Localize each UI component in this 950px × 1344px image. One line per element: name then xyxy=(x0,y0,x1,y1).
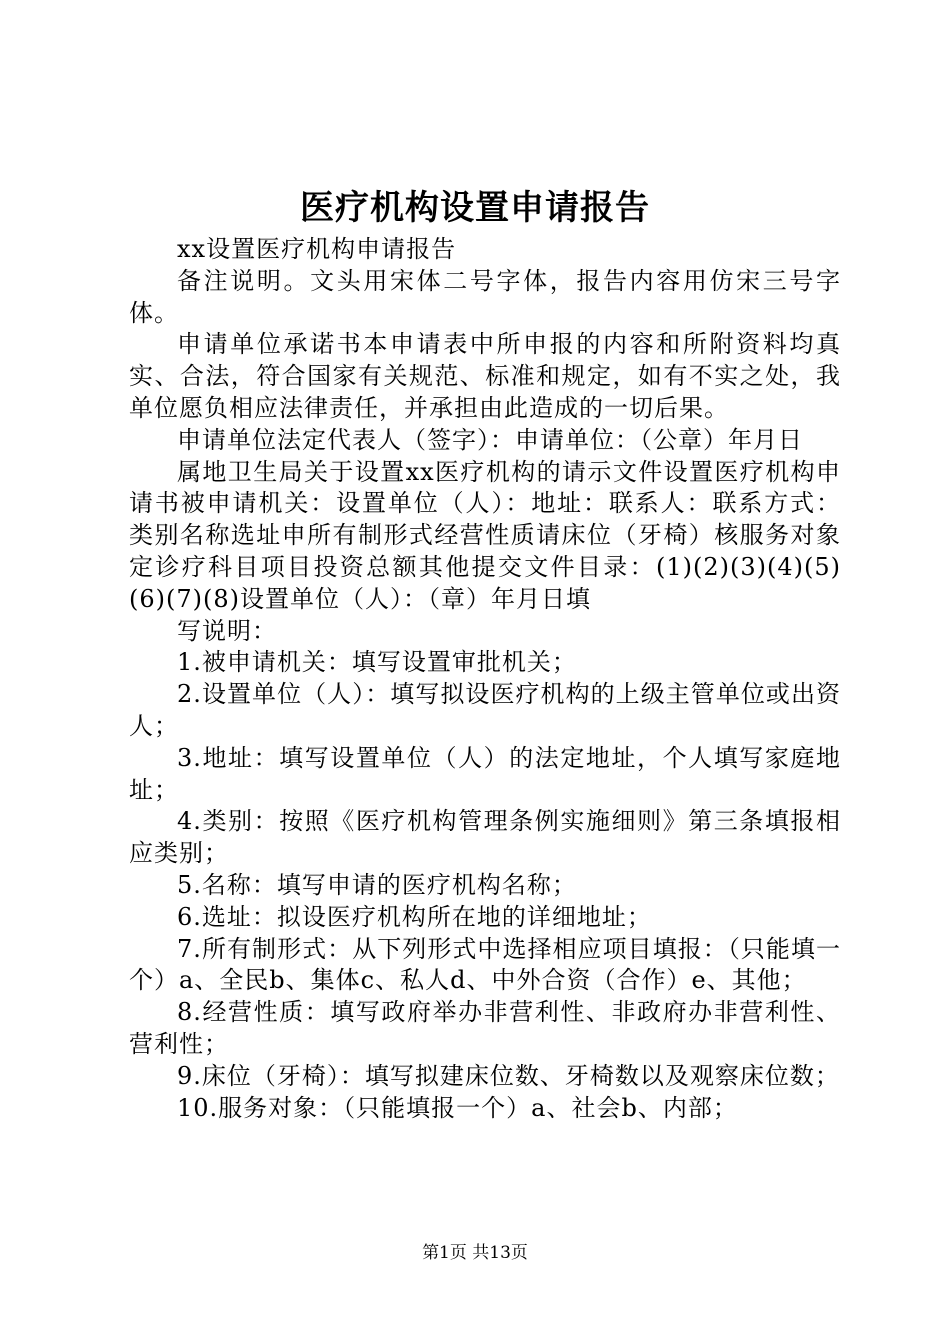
paragraph-note: 备注说明。文头用宋体二号字体，报告内容用仿宋三号字体。 xyxy=(129,266,841,327)
paragraph-item-3: 3.地址：填写设置单位（人）的法定地址，个人填写家庭地址； xyxy=(129,743,841,804)
page-title: 医疗机构设置申请报告 xyxy=(300,188,650,228)
paragraph-item-4: 4.类别：按照《医疗机构管理条例实施细则》第三条填报相应类别； xyxy=(129,807,841,868)
document-body xyxy=(129,234,841,1124)
paragraph-item-10: 10.服务对象：（只能填报一个）a、社会b、内部； xyxy=(177,1093,738,1122)
paragraph-item-1: 1.被申请机关：填写设置审批机关； xyxy=(177,648,577,677)
paragraph-item-6: 6.选址：拟设医疗机构所在地的详细地址； xyxy=(177,902,652,931)
paragraph-item-9: 9.床位（牙椅）：填写拟建床位数、牙椅数以及观察床位数； xyxy=(177,1061,840,1090)
paragraph-item-5: 5.名称：填写申请的医疗机构名称； xyxy=(177,870,577,899)
paragraph-signature: 申请单位法定代表人（签字）：申请单位：（公章）年月日 xyxy=(177,425,803,454)
page-number: 第1页 共13页 xyxy=(422,1243,528,1263)
paragraph-item-2: 2.设置单位（人）：填写拟设医疗机构的上级主管单位或出资人； xyxy=(129,680,841,740)
paragraph-item-8: 8.经营性质：填写政府举办非营利性、非政府办非营利性、营利性； xyxy=(129,998,841,1058)
paragraph-item-7: 7.所有制形式：从下列形式中选择相应项目填报：（只能填一个）a、全民b、集体c、私人d、中外合资（合作）e、其他； xyxy=(129,934,841,995)
paragraph-subtitle: xx设置医疗机构申请报告 xyxy=(177,235,457,263)
paragraph-application-form: 属地卫生局关于设置xx医疗机构的请示文件设置医疗机构申请书被申请机关：设置单位（人）：地址：联系人：联系方式：类别名称选址申所有制形式经营性质请床位（牙椅）核服务对象定诊疗科目项目投资总额其他提交文件目录：(1)(2)(3)(4)(5)(6)(7)(8)设置单位（人）：（章）年月日填 xyxy=(129,457,841,613)
paragraph-commitment: 申请单位承诺书本申请表中所申报的内容和所附资料均真实、合法，符合国家有关规范、标准和规定，如有不实之处，我单位愿负相应法律责任，并承担由此造成的一切后果。 xyxy=(129,330,841,422)
paragraph-instructions-heading: 写说明： xyxy=(177,616,277,645)
